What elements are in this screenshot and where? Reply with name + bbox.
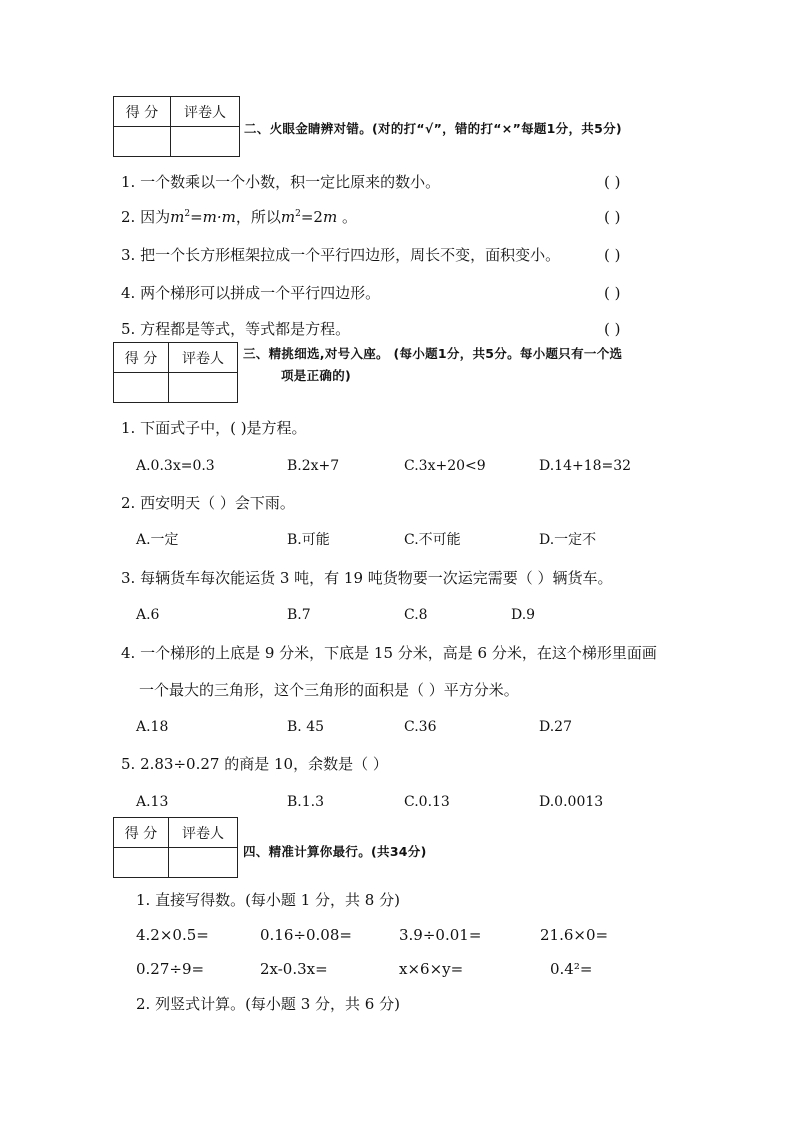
s3-q1-option-a[interactable]: A.0.3x=0.3: [136, 458, 215, 474]
score-label: 得 分: [114, 818, 169, 848]
section3-header-line2: 项是正确的): [281, 368, 352, 383]
grader-label: 评卷人: [169, 343, 238, 373]
s3-q4: 4. 一个梯形的上底是 9 分米，下底是 15 分米，高是 6 分米，在这个梯形里面画: [121, 644, 657, 662]
s3-q1-option-c[interactable]: C.3x+20<9: [404, 458, 486, 474]
s3-q2-option-b[interactable]: B.可能: [287, 532, 330, 548]
s3-q1-option-d[interactable]: D.14+18=32: [539, 458, 632, 474]
s4-r2-c4[interactable]: 0.4²=: [550, 960, 593, 978]
s3-q5-option-d[interactable]: D.0.0013: [539, 794, 604, 810]
s4-r1-c4[interactable]: 21.6×0=: [540, 926, 609, 944]
s2-q4-answer[interactable]: ( ): [604, 284, 621, 302]
s4-r2-c1[interactable]: 0.27÷9=: [136, 960, 205, 978]
s3-q4-option-d[interactable]: D.27: [539, 719, 572, 735]
s2-q2-answer[interactable]: ( ): [604, 208, 621, 226]
s2-q3: 3. 把一个长方形框架拉成一个平行四边形，周长不变，面积变小。: [121, 246, 561, 264]
s3-q3-option-d[interactable]: D.9: [511, 607, 536, 623]
s4-sub2: 2. 列竖式计算。(每小题 3 分，共 6 分): [136, 995, 400, 1013]
s2-q5: 5. 方程都是等式，等式都是方程。: [121, 320, 351, 338]
s3-q4-option-c[interactable]: C.36: [404, 719, 437, 735]
s4-r2-c3[interactable]: x×6×y=: [399, 960, 464, 978]
grader-cell[interactable]: [171, 127, 240, 157]
s4-r1-c1[interactable]: 4.2×0.5=: [136, 926, 209, 944]
s3-q3: 3. 每辆货车每次能运货 3 吨，有 19 吨货物要一次运完需要（ ）辆货车。: [121, 569, 613, 587]
grader-label: 评卷人: [169, 818, 238, 848]
s3-q4-option-b[interactable]: B. 45: [287, 719, 325, 735]
score-label: 得 分: [114, 97, 171, 127]
score-cell[interactable]: [114, 373, 169, 403]
score-box-section4: [113, 817, 238, 878]
score-box-section3: [113, 342, 238, 403]
s4-r2-c2[interactable]: 2x-0.3x=: [260, 960, 328, 978]
s3-q2: 2. 西安明天（ ）会下雨。: [121, 494, 295, 512]
s3-q1: 1. 下面式子中，( )是方程。: [121, 419, 307, 437]
s3-q2-option-d[interactable]: D.一定不: [539, 532, 597, 548]
s2-q1: 1. 一个数乘以一个小数，积一定比原来的数小。: [121, 173, 441, 191]
section3-header-line1: 三、精挑细选,对号入座。 (每小题1分，共5分。每小题只有一个选: [243, 346, 623, 361]
score-box-section2: [113, 96, 240, 157]
s3-q2-option-c[interactable]: C.不可能: [404, 532, 461, 548]
grader-cell[interactable]: [169, 373, 238, 403]
s3-q5-option-b[interactable]: B.1.3: [287, 794, 325, 810]
grader-cell[interactable]: [169, 848, 238, 878]
s3-q1-option-b[interactable]: B.2x+7: [287, 458, 340, 474]
s3-q5-option-c[interactable]: C.0.13: [404, 794, 450, 810]
score-cell[interactable]: [114, 848, 169, 878]
s2-q2: 2. 因为$m^2=m\cdot m$，所以$m^2=2m$ 。: [121, 208, 357, 226]
s3-q3-option-b[interactable]: B.7: [287, 607, 311, 623]
grader-label: 评卷人: [171, 97, 240, 127]
s2-q1-answer[interactable]: ( ): [604, 173, 621, 191]
s2-q4: 4. 两个梯形可以拼成一个平行四边形。: [121, 284, 381, 302]
s4-r1-c2[interactable]: 0.16÷0.08=: [260, 926, 352, 944]
section2-header: 二、火眼金睛辨对错。(对的打“√”，错的打“×”每题1分，共5分): [244, 121, 622, 136]
s2-q5-answer[interactable]: ( ): [604, 320, 621, 338]
s4-r1-c3[interactable]: 3.9÷0.01=: [399, 926, 482, 944]
s3-q3-option-c[interactable]: C.8: [404, 607, 428, 623]
s3-q5: 5. 2.83÷0.27 的商是 10，余数是（ ）: [121, 755, 388, 773]
s3-q3-option-a[interactable]: A.6: [136, 607, 160, 623]
s3-q2-option-a[interactable]: A.一定: [136, 532, 179, 548]
s3-q4-cont: 一个最大的三角形，这个三角形的面积是（ ）平方分米。: [139, 681, 519, 699]
score-label: 得 分: [114, 343, 169, 373]
section4-header: 四、精准计算你最行。(共34分): [243, 844, 427, 859]
score-cell[interactable]: [114, 127, 171, 157]
s2-q3-answer[interactable]: ( ): [604, 246, 621, 264]
s4-sub1: 1. 直接写得数。(每小题 1 分，共 8 分): [136, 891, 400, 909]
s3-q4-option-a[interactable]: A.18: [136, 719, 169, 735]
s3-q5-option-a[interactable]: A.13: [136, 794, 169, 810]
